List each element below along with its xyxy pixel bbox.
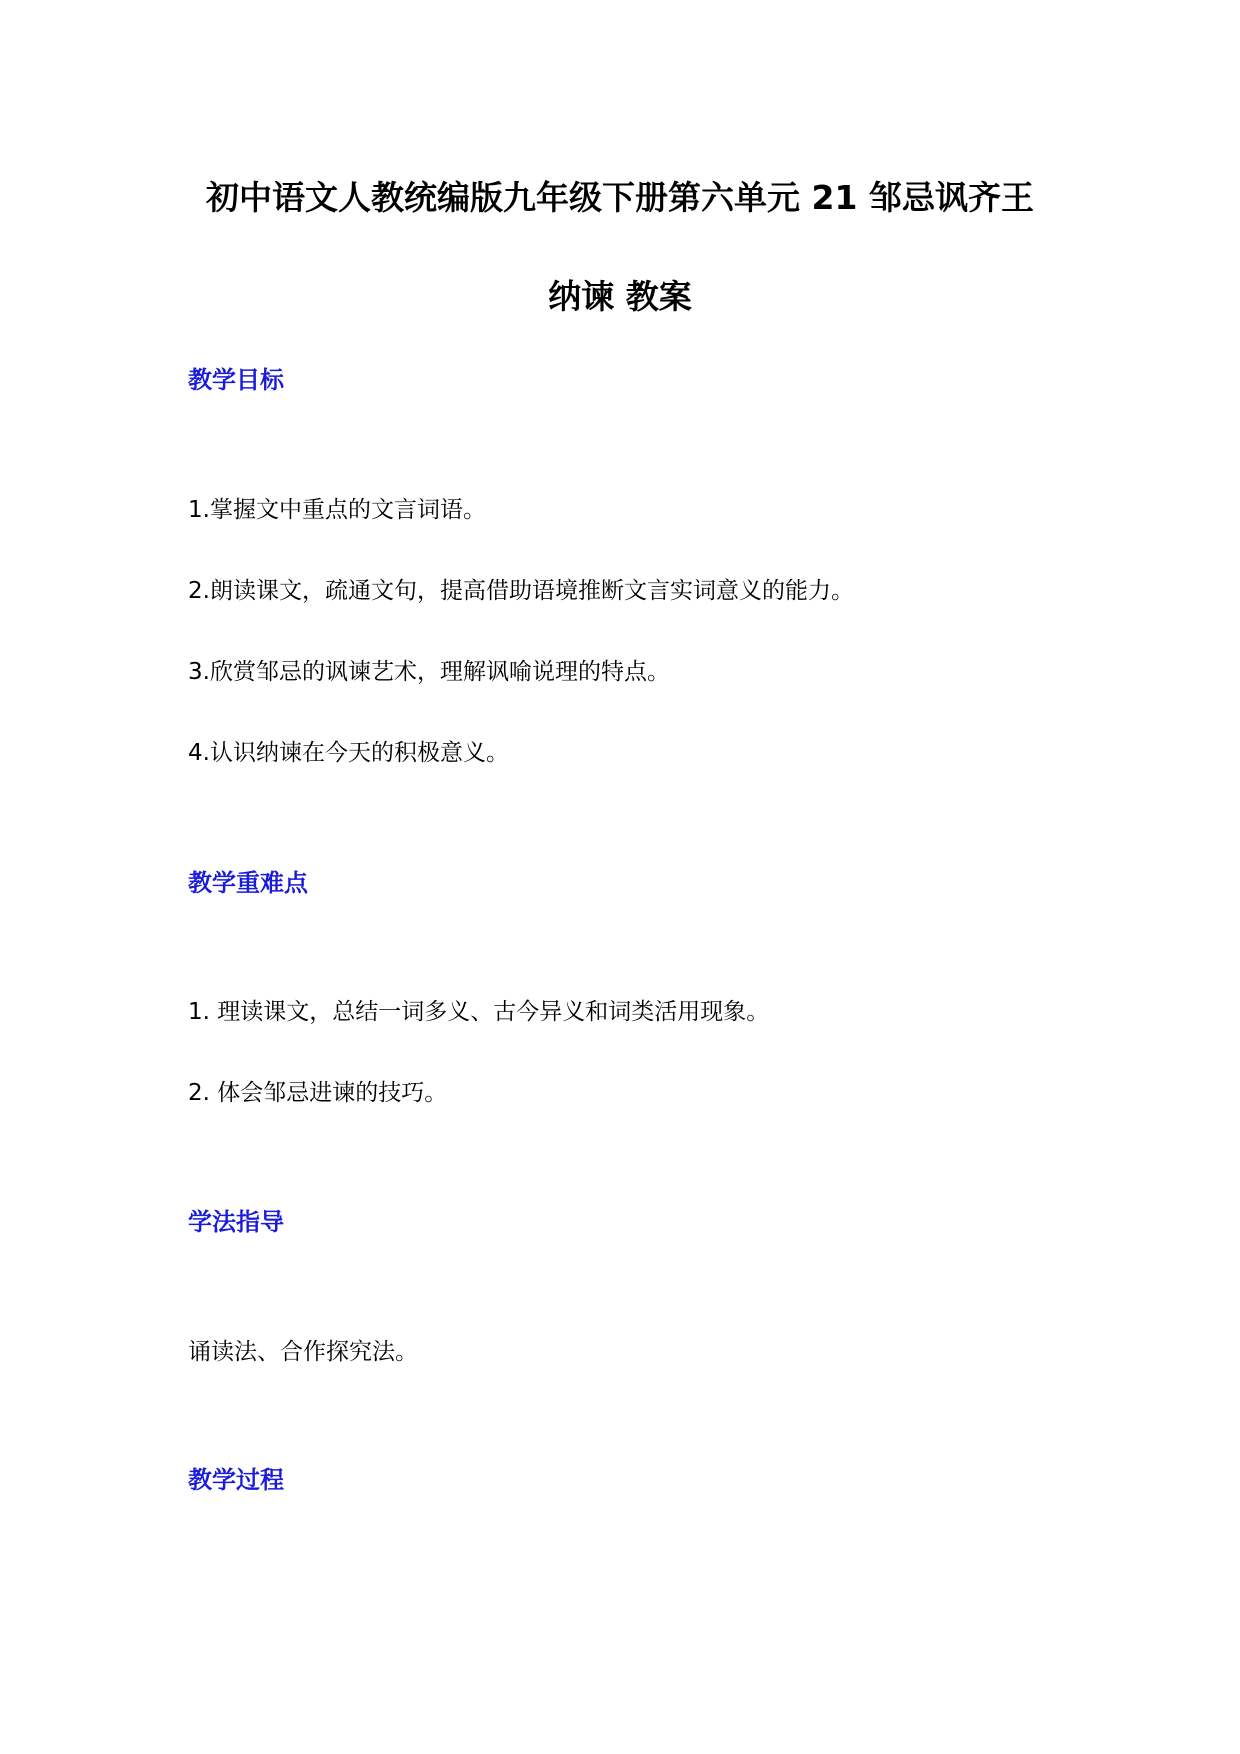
study-method-text: 诵读法、合作探究法。 [188,1339,418,1365]
difficulty-item-1: 1. 理读课文，总结一词多义、古今异义和词类活用现象。 [188,999,770,1025]
goal-item-4: 4.认识纳谏在今天的积极意义。 [188,740,509,766]
document-title-line-1: 初中语文人教统编版九年级下册第六单元 21 邹忌讽齐王 [206,178,1034,217]
section-heading-study-method: 学法指导 [188,1208,284,1236]
goal-item-2: 2.朗读课文，疏通文句，提高借助语境推断文言实词意义的能力。 [188,578,854,604]
section-heading-teaching-goals: 教学目标 [188,366,284,394]
goal-item-3: 3.欣赏邹忌的讽谏艺术，理解讽喻说理的特点。 [188,659,670,685]
section-heading-key-difficulties: 教学重难点 [188,869,308,897]
section-heading-teaching-process: 教学过程 [188,1466,284,1494]
document-title-line-2: 纳谏 教案 [548,277,692,316]
difficulty-item-2: 2. 体会邹忌进谏的技巧。 [188,1080,448,1106]
goal-item-1: 1.掌握文中重点的文言词语。 [188,497,486,523]
